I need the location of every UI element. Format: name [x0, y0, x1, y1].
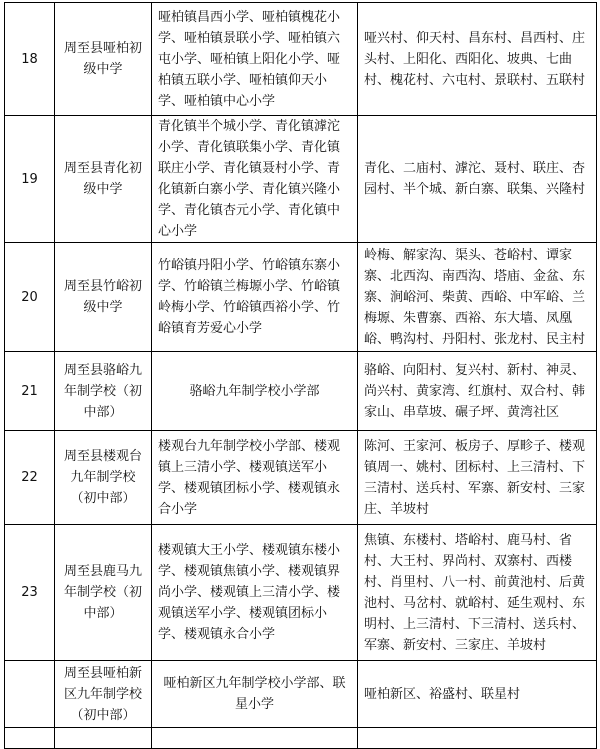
- villages: 青化、二庙村、滹沱、聂村、联庄、杏园村、半个城、新白寨、联集、兴隆村: [358, 116, 597, 243]
- middle-school-name: [55, 728, 152, 749]
- school-district-table: [4, 2, 597, 749]
- primary-schools: 哑柏新区九年制学校小学部、联星小学: [152, 661, 358, 728]
- row-number: 22: [5, 431, 55, 525]
- middle-school-name: 周至县骆峪九年制学校（初中部）: [55, 352, 152, 431]
- middle-school-name: 周至县鹿马九年制学校（初中部）: [55, 525, 152, 661]
- primary-schools: [152, 728, 358, 749]
- table-row: [5, 728, 597, 749]
- table-row: [5, 661, 597, 728]
- row-number: [5, 728, 55, 749]
- middle-school-name: 周至县哑柏新区九年制学校（初中部）: [55, 661, 152, 728]
- middle-school-name: 周至县楼观台九年制学校（初中部）: [55, 431, 152, 525]
- primary-schools: 楼观台九年制学校小学部、楼观镇上三清小学、楼观镇送军小学、楼观镇团标小学、楼观镇永合小学: [152, 431, 358, 525]
- villages: 骆峪、向阳村、复兴村、新村、神灵、尚兴村、黄家湾、红旗村、双合村、韩家山、串草坡、碾子坪、黄湾社区: [358, 352, 597, 431]
- table-row: [5, 3, 597, 116]
- primary-schools: 青化镇半个城小学、青化镇滹沱小学、青化镇联集小学、青化镇联庄小学、青化镇聂村小学、青化镇新白寨小学、青化镇兴隆小学、青化镇杏元小学、青化镇中心小学: [152, 116, 358, 243]
- row-number: 19: [5, 116, 55, 243]
- middle-school-name: 周至县青化初级中学: [55, 116, 152, 243]
- villages: 哑柏新区、裕盛村、联星村: [358, 661, 597, 728]
- primary-schools: 竹峪镇丹阳小学、竹峪镇东寨小学、竹峪镇兰梅塬小学、竹峪镇岭梅小学、竹峪镇西裕小学、竹峪镇育芳爱心小学: [152, 243, 358, 352]
- villages: 哑兴村、仰天村、昌东村、昌西村、庄头村、上阳化、西阳化、坡典、七曲村、槐花村、六屯村、景联村、五联村: [358, 3, 597, 116]
- table-row: [5, 525, 597, 661]
- table-row: [5, 243, 597, 352]
- row-number: 21: [5, 352, 55, 431]
- villages: 陈河、王家河、板房子、厚畛子、楼观镇周一、姚村、团标村、上三清村、下三清村、送兵村、军寨、新安村、三家庄、羊坡村: [358, 431, 597, 525]
- primary-schools: 骆峪九年制学校小学部: [152, 352, 358, 431]
- villages: 焦镇、东楼村、塔峪村、鹿马村、省村、大王村、界尚村、双寨村、西楼村、肖里村、八一村、前黄池村、后黄池村、马岔村、就峪村、延生观村、东明村、上三清村、下三清村、送兵村、军寨、新安村、三家庄、羊坡村: [358, 525, 597, 661]
- row-number: 20: [5, 243, 55, 352]
- middle-school-name: 周至县竹峪初级中学: [55, 243, 152, 352]
- table-row: [5, 431, 597, 525]
- primary-schools: 楼观镇大王小学、楼观镇东楼小学、楼观镇焦镇小学、楼观镇界尚小学、楼观镇上三清小学、楼观镇送军小学、楼观镇团标小学、楼观镇永合小学: [152, 525, 358, 661]
- table-row: [5, 116, 597, 243]
- row-number: 18: [5, 3, 55, 116]
- villages: [358, 728, 597, 749]
- primary-schools: 哑柏镇昌西小学、哑柏镇槐花小学、哑柏镇景联小学、哑柏镇六屯小学、哑柏镇上阳化小学、哑柏镇五联小学、哑柏镇仰天小学、哑柏镇中心小学: [152, 3, 358, 116]
- villages: 岭梅、解家沟、渠头、苍峪村、谭家寨、北西沟、南西沟、塔庙、金盆、东寨、涧峪河、柴黄、西峪、中军峪、兰梅塬、朱曹寨、西裕、东大墙、凤凰峪、鸭沟村、丹阳村、张龙村、民主村: [358, 243, 597, 352]
- row-number: [5, 661, 55, 728]
- row-number: 23: [5, 525, 55, 661]
- table-row: [5, 352, 597, 431]
- middle-school-name: 周至县哑柏初级中学: [55, 3, 152, 116]
